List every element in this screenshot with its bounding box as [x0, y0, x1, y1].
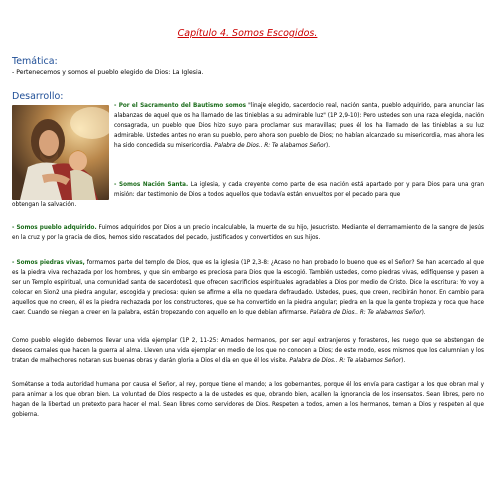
paragraph-autoridad: Sométanse a toda autoridad humana por causa el Señor, al rey, porque tiene el mando; a los gobernantes, porque él los envía para castigar a los que obran mal y para animar a los que obran bien. La voluntad de Dios respecto a la de ustedes es que, obrando bien, acallen la ignorancia de los insensatos. Sean libres, pero no hagan de la libertad un pretexto para hacer el mal. Sean libres como servidores de Dios. Respeten a todos, amen a los hermanos, teman a Dios y respeten al que gobierna. — [12, 382, 484, 418]
paragraph-piedras-vivas-ref: Palabra de Dios.. R: Te alabamos Señor — [309, 309, 422, 316]
paragraph-bautismo-label: - Por el Sacramento del Bautismo somos — [114, 103, 247, 109]
jesus-with-child-image — [12, 105, 109, 200]
tematica-heading: Temática: — [12, 56, 58, 67]
paragraph-bautismo-text: "linaje elegido, sacerdocio real, nación santa, pueblo adquirido, para anunciar las alabanzas de aquel que os ha llamado de las tinieblas a su admirable luz" (1P 2,9-10): Pero ustedes son una raza elegida, nación consagrada, un pueblo que Dios hizo suyo para proclamar sus maravillas; pues él los ha llamado de las tinieblas a su luz admirable. Ustedes antes no eran su pueblo, pero ahora son pueblo de Dios; no habían alcanzado su misericordia, mas ahora les ha sido concedida su misericordia. — [114, 103, 484, 149]
paragraph-pueblo-adquirido-label: - Somos pueblo adquirido. — [12, 225, 97, 231]
paragraph-vida-ejemplar-text: Como pueblo elegido debemos llevar una vida ejemplar (1P 2, 11-25: Amados hermanos, por ser aquí extranjeros y forasteros, les ruego que se abstengan de deseos carnales que hacen la guerra al alma. Lleven una vida ejemplar en medio de los que no conocen a Dios; de este modo, esos mismos que los calumnian y los tratan de malhechores notaran sus buenas obras y darán gloria a Dios el día en que él los visite. — [12, 338, 484, 364]
chapter-title: Capítulo 4. Somos Escogidos. — [177, 28, 318, 39]
jesus-with-child-illustration — [12, 105, 109, 200]
paragraph-vida-ejemplar — [12, 337, 484, 367]
paragraph-piedras-vivas-text: formamos parte del templo de Dios, que es la iglesia (1P 2,3-8: ¿Acaso no han probado lo bueno que es el Señor? Se han acercado al que es la piedra viva rechazada por los hombres, y que sin embargo es preciosa para Dios que la escogió. También ustedes, como piedras vivas, edifíquense y pasen a ser un Templo espiritual, una comunidad santa de sacerdotes1 que ofrecen sacrificios espirituales agradables a Dios por medio de Cristo. Dice la escritura: Yo voy a colocar en Sion2 una piedra angular, escogida y preciosa: quien se afirme a ella no quedara defraudado. Ustedes, pues, que creen, recibirán honor. En cambio para aquellos que no creen, él es la piedra rechazada por los constructores, que se ha convertido en la piedra angular; piedra en la que la gente tropieza y roca que hace caer. Cuando se niegan a creer en la palabra, están tropezando con aquello en lo que debían afirmarse. — [12, 260, 485, 316]
paragraph-bautismo — [114, 102, 484, 152]
paragraph-piedras-vivas-end: ). — [421, 309, 426, 316]
desarrollo-heading: Desarrollo: — [12, 91, 64, 102]
paragraph-nacion-santa — [114, 181, 484, 201]
paragraph-nacion-santa-label: - Somos Nación Santa. — [114, 182, 189, 188]
tematica-text: - Pertenecemos y somos el pueblo elegido de Dios: La Iglesia. — [12, 69, 204, 76]
paragraph-bautismo-ref: Palabra de Dios.. R: Te alabamos Señor — [214, 142, 326, 149]
paragraph-vida-ejemplar-ref: Palabra de Dios.. R: Te alabamos Señor — [289, 357, 402, 364]
paragraph-nacion-santa-text: La iglesia, y cada creyente como parte de esa nación está apartado por y para Dios para una gran misión: dar testimonio de Dios a todos aquellos que todavía están envueltos por el pecado para que — [114, 182, 484, 198]
paragraph-nacion-santa-continuation: obtengan la salvación. — [12, 202, 77, 208]
paragraph-bautismo-end: ). — [326, 142, 331, 149]
paragraph-piedras-vivas-label: - Somos piedras vivas, — [12, 260, 85, 266]
paragraph-pueblo-adquirido — [12, 224, 484, 244]
paragraph-piedras-vivas — [12, 259, 484, 318]
paragraph-vida-ejemplar-end: ). — [401, 357, 406, 364]
paragraph-pueblo-adquirido-text: Fuimos adquiridos por Dios a un precio incalculable, la muerte de su hijo, Jesucristo. Mediante el derramamiento de la sangre de Jesús en la cruz y por la gracia de dios, hemos sido rescatados del pecado, justificados y convertidos en sus hijos. — [12, 225, 484, 241]
